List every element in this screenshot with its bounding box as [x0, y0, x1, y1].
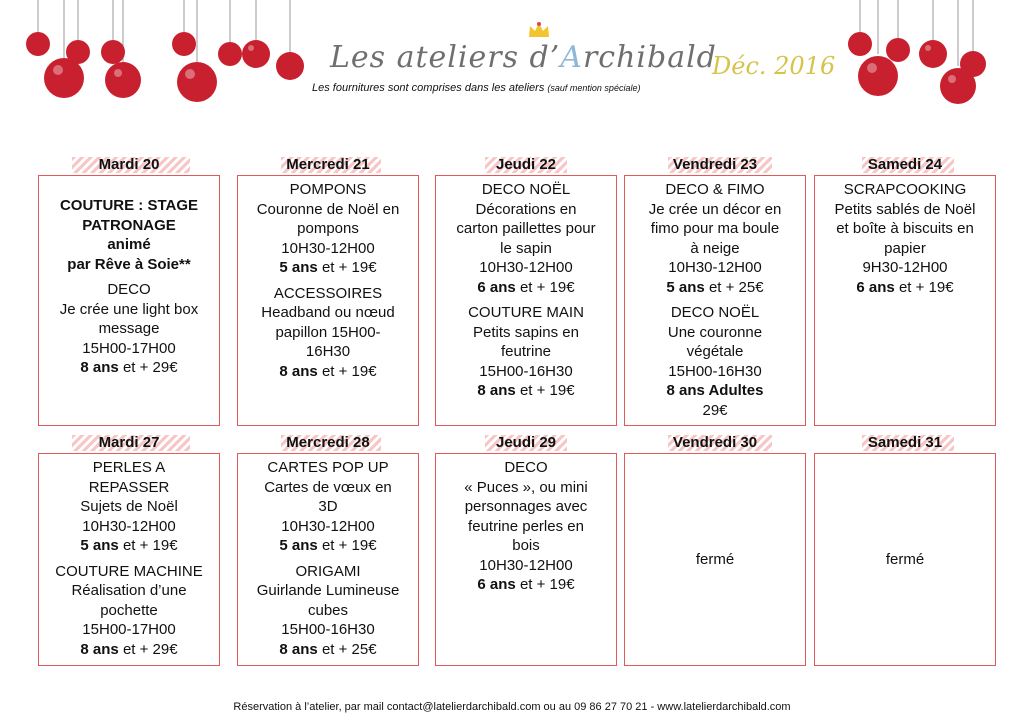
christmas-ornaments-left	[20, 0, 310, 110]
workshop-cell-samedi-31	[814, 453, 996, 666]
page-title: Les ateliers d’Archibald	[330, 40, 717, 75]
workshop-cell-jeudi-22: DECO NOËL Décorations en carton paillettes pour le sapin 10H30-12H00 6 ans et + 19€ COUTURE MAIN Petits sapins en feutrine 15H00-16H30 8 ans et + 19€	[435, 175, 617, 426]
workshop-cell-mardi-27: PERLES A REPASSER Sujets de Noël 10H30-12H00 5 ans et + 19€ COUTURE MACHINE Réalisation d’une pochette 15H00-17H00 8 ans et + 29€	[38, 453, 220, 666]
day-header-vendredi-30: Vendredi 30	[624, 435, 806, 451]
workshop-cell-mardi-20: COUTURE : STAGE PATRONAGE animé par Rêve à Soie** DECO Je crée une light box message 15H00-17H00 8 ans et + 29€	[38, 175, 220, 426]
workshop-cell-vendredi-23: DECO & FIMO Je crée un décor en fimo pour ma boule à neige 10H30-12H00 5 ans et + 25€ DECO NOËL Une couronne végétale 15H00-16H30 8 ans Adultes 29€	[624, 175, 806, 426]
closed-label: fermé	[695, 550, 735, 568]
workshop-cell-vendredi-30	[624, 453, 806, 666]
christmas-ornaments-right	[838, 0, 1018, 110]
day-header-mercredi-28: Mercredi 28	[237, 435, 419, 451]
day-header-mardi-27: Mardi 27	[38, 435, 220, 451]
month-label: Déc. 2016	[712, 52, 836, 80]
day-header-samedi-24: Samedi 24	[814, 157, 996, 173]
day-header-samedi-31: Samedi 31	[814, 435, 996, 451]
workshop-cell-jeudi-29: DECO « Puces », ou mini personnages avec feutrine perles en bois 10H30-12H00 6 ans et + 19€	[435, 453, 617, 666]
day-header-jeudi-22: Jeudi 22	[435, 157, 617, 173]
workshop-cell-mercredi-28: CARTES POP UP Cartes de vœux en 3D 10H30-12H00 5 ans et + 19€ ORIGAMI Guirlande Lumineuse cubes 15H00-16H30 8 ans et + 25€	[237, 453, 419, 666]
closed-label: fermé	[885, 550, 925, 568]
crown-icon	[528, 22, 550, 38]
workshop-cell-mercredi-21: POMPONS Couronne de Noël en pompons 10H30-12H00 5 ans et + 19€ ACCESSOIRES Headband ou nœud papillon 15H00- 16H30 8 ans et + 19€	[237, 175, 419, 426]
reservation-footer: Réservation à l’atelier, par mail contact@latelierdarchibald.com ou au 09 86 27 70 21 - www.latelierdarchibald.com	[233, 701, 791, 713]
subtitle: Les fournitures sont comprises dans les ateliers (sauf mention spéciale)	[312, 82, 641, 94]
day-header-jeudi-29: Jeudi 29	[435, 435, 617, 451]
day-header-mercredi-21: Mercredi 21	[237, 157, 419, 173]
day-header-vendredi-23: Vendredi 23	[624, 157, 806, 173]
day-header-mardi-20: Mardi 20	[38, 157, 220, 173]
workshop-cell-samedi-24: SCRAPCOOKING Petits sablés de Noël et boîte à biscuits en papier 9H30-12H00 6 ans et + 19€	[814, 175, 996, 426]
